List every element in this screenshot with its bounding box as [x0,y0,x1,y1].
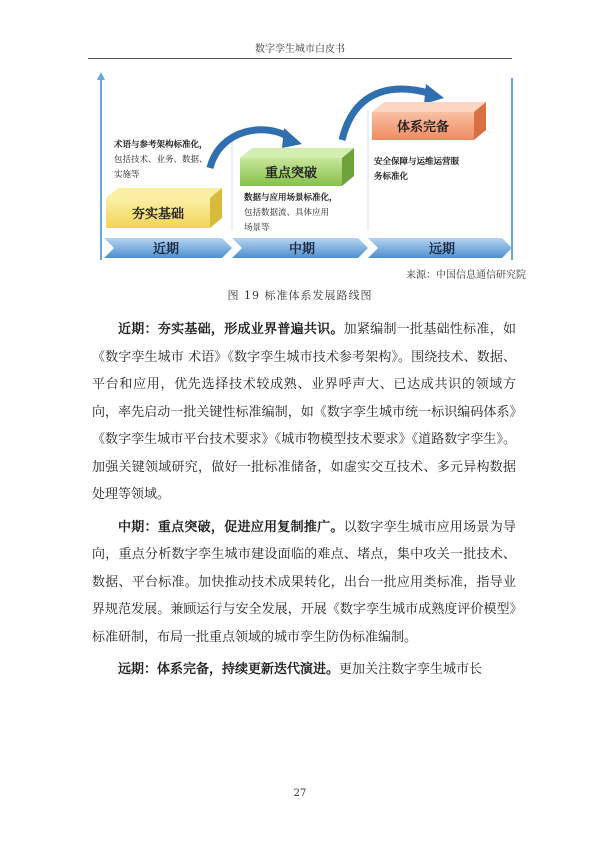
phase-1-name: 夯实基础 [131,207,185,222]
paragraph-near-term [92,316,516,509]
body-text [92,316,516,689]
paragraph-lead: 中期：重点突破，促进应用复制推广。 [118,519,344,535]
timeline-mid-label: 中期 [288,242,316,257]
paragraph-mid-term [92,514,516,652]
paragraph-long-term [92,656,516,684]
block-1-top [106,188,222,198]
arrow-head-1 [282,128,302,148]
paragraph-text: 以数字孪生城市应用场景为导向，重点分析数字孪生城市建设面临的难点、堵点，集中攻关一批技术、数据、平台标准。加快推动技术成果转化，出台一批应用类标准，指导业界规范发展。兼顾运行与安全发展，开展《数字孪生城市成熟度评价模型》标准研制，布局一批重点领域的城市孪生防伪标准编制。 [92,519,516,645]
paragraph-text: 更加关注数字孪生城市长 [339,662,483,677]
arrow-head-2 [424,84,444,104]
paragraph-lead: 远期：体系完备，持续更新迭代演进。 [118,662,340,677]
roadmap-figure [92,70,522,270]
phase-2-name: 重点突破 [264,166,318,181]
block-2-top [240,148,354,158]
roadmap-diagram [92,70,522,270]
block-3-top [372,102,486,112]
figure-source: 来源：中国信息通信研究院 [406,270,526,281]
timeline-near-label: 近期 [152,242,180,257]
timeline-far-label: 远期 [428,242,456,257]
phase-3-name: 体系完备 [396,120,450,135]
paragraph-lead: 近期：夯实基础，形成业界普遍共识。 [118,322,344,337]
paragraph-text: 加紧编制一批基础性标准，如《数字孪生城市 术语》《数字孪生城市技术参考架构》。围绕技术、数据、平台和应用，优先选择技术较成熟、业界呼声大、已达成共识的领域方向，率先启动一批关键性标准编制，如《数字孪生城市统一标识编码体系》《数字孪生城市平台技术要求》《城市物模型技术要求》《道路数字孪生》。加强关键领域研究，做好一批标准储备，如虚实交互技术、多元异构数据处理等领域。 [92,322,516,502]
phase-1-desc: 术语与参考架构标准化， 包括技术、业务、数据、 实施等 [114,140,208,180]
left-axis-arrowhead [97,72,105,80]
phase-2-desc: 数据与应用场景标准化， 包括数据流、具体应用 场景等 [244,193,338,233]
page-number: 27 [293,788,307,799]
header-rule [88,58,512,59]
phase-3-desc: 安全保障与运维运营服 务标准化 [374,157,460,182]
running-header: 数字孪生城市白皮书 [255,44,345,55]
figure-caption: 图 19 标准体系发展路线图 [227,289,373,302]
